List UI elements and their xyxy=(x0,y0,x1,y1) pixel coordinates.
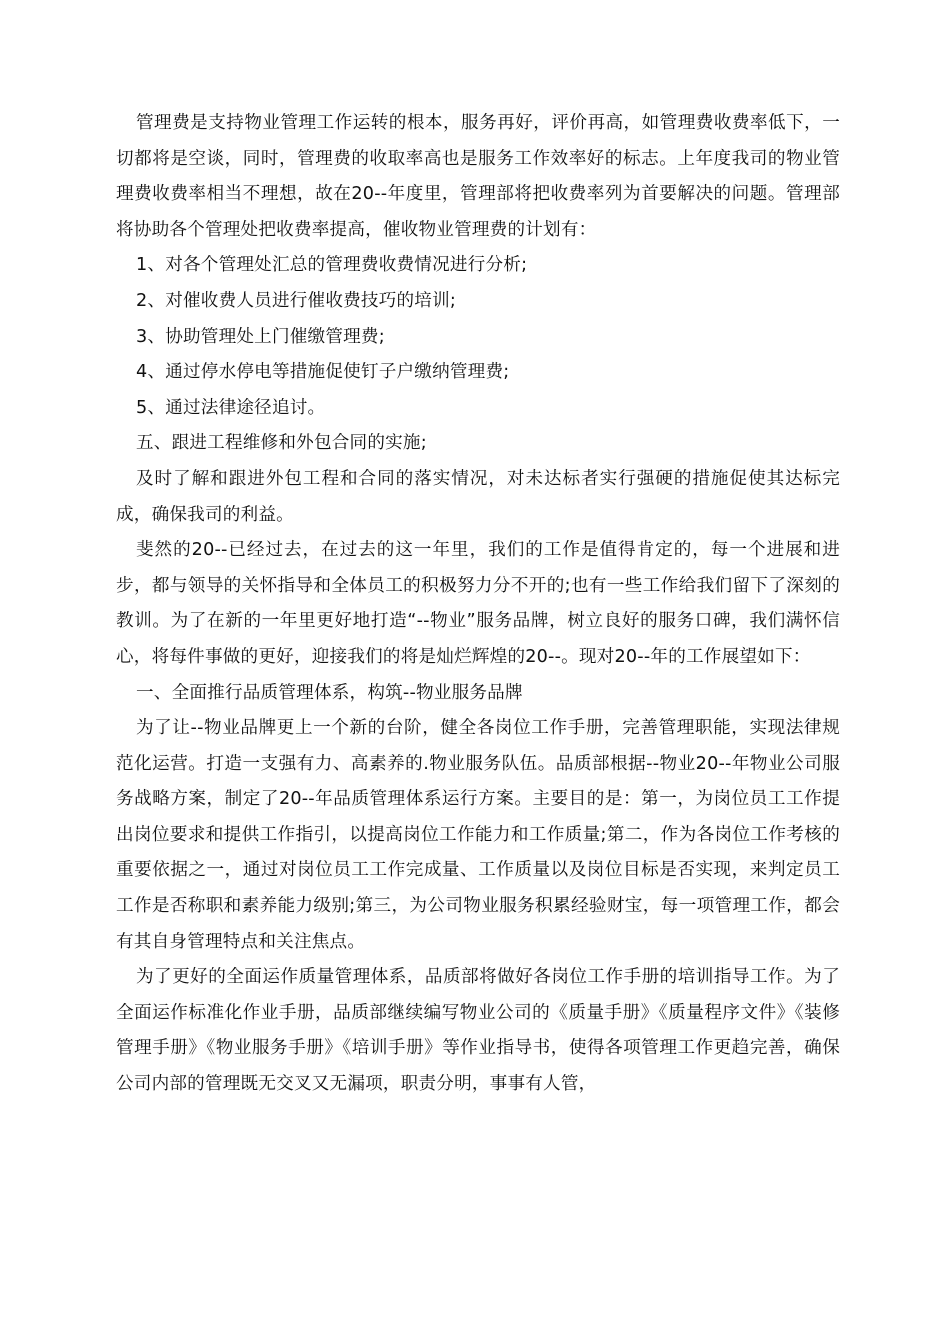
list-item-4: 4、通过停水停电等措施促使钉子户缴纳管理费; xyxy=(136,362,510,383)
section-heading-one: 一、全面推行品质管理体系，构筑--物业服务品牌 xyxy=(136,682,523,703)
paragraph-outsourcing: 及时了解和跟进外包工程和合同的落实情况，对未达标者实行强硬的措施促使其达标完成，确保我司的利益。 xyxy=(116,468,840,525)
paragraph-quality-manuals: 为了更好的全面运作质量管理体系，品质部将做好各岗位工作手册的培训指导工作。为了全面运作标准化作业手册，品质部继续编写物业公司的《质量手册》《质量程序文件》《装修管理手册》《物业服务手册》《培训手册》等作业指导书，使得各项管理工作更趋完善，确保公司内部的管理既无交叉又无漏项，职责分明，事事有人管， xyxy=(116,967,840,1095)
document-body xyxy=(116,106,840,1103)
paragraph-year-review: 斐然的20--已经过去，在过去的这一年里，我们的工作是值得肯定的，每一个进展和进步，都与领导的关怀指导和全体员工的积极努力分不开的;也有一些工作给我们留下了深刻的教训。为了在新的一年里更好地打造“--物业”服务品牌，树立良好的服务口碑，我们满怀信心，将每件事做的更好，迎接我们的将是灿烂辉煌的20--。现对20--年的工作展望如下： xyxy=(116,540,840,667)
list-item-3: 3、协助管理处上门催缴管理费; xyxy=(136,326,385,347)
list-item-1: 1、对各个管理处汇总的管理费收费情况进行分析; xyxy=(136,255,528,276)
list-item-5: 5、通过法律途径追讨。 xyxy=(136,397,326,418)
paragraph-fee-importance: 管理费是支持物业管理工作运转的根本，服务再好，评价再高，如管理费收费率低下，一切都将是空谈，同时，管理费的收取率高也是服务工作效率好的标志。上年度我司的物业管理费收费率相当不理想，故在20--年度里，管理部将把收费率列为首要解决的问题。管理部将协助各个管理处把收费率提高，催收物业管理费的计划有： xyxy=(116,113,840,240)
section-heading-five: 五、跟进工程维修和外包合同的实施; xyxy=(136,433,427,454)
paragraph-quality-system: 为了让--物业品牌更上一个新的台阶，健全各岗位工作手册，完善管理职能，实现法律规范化运营。打造一支强有力、高素养的.物业服务队伍。品质部根据--物业20--年物业公司服务战略方案，制定了20--年品质管理体系运行方案。主要目的是：第一，为岗位员工工作提出岗位要求和提供工作指引，以提高岗位工作能力和工作质量;第二，作为各岗位工作考核的重要依据之一，通过对岗位员工工作完成量、工作质量以及岗位目标是否实现，来判定员工工作是否称职和素养能力级别;第三，为公司物业服务积累经验财宝，每一项管理工作，都会有其自身管理特点和关注焦点。 xyxy=(116,718,840,952)
list-item-2: 2、对催收费人员进行催收费技巧的培训; xyxy=(136,290,457,311)
